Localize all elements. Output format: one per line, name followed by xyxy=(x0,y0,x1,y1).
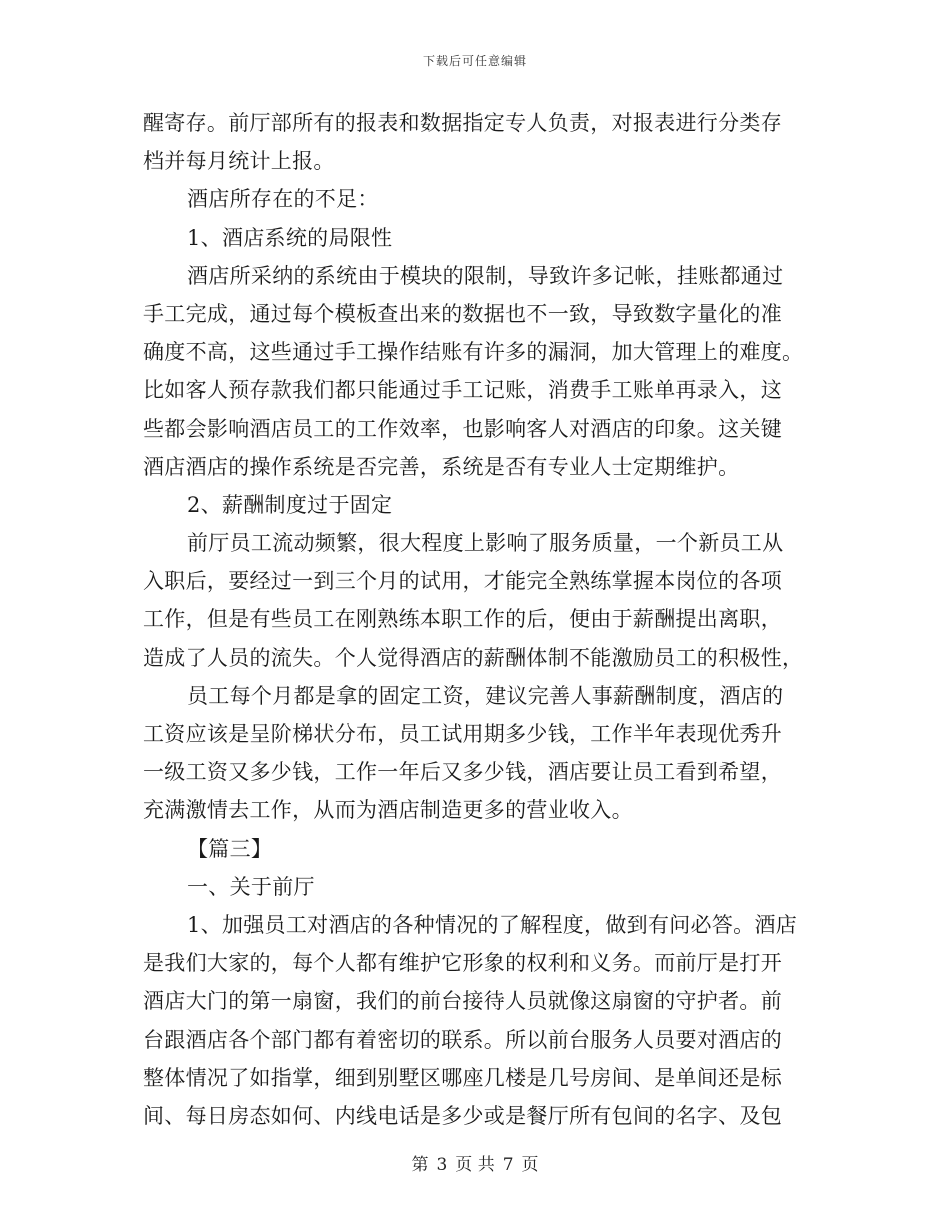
text-line: 确度不高，这些通过手工操作结账有许多的漏洞，加大管理上的难度。 xyxy=(143,340,804,365)
text-line: 手工完成，通过每个模板查出来的数据也不一致，导致数字量化的准 xyxy=(143,301,782,326)
document-body xyxy=(143,104,813,1135)
text-line: 工资应该是呈阶梯状分布，员工试用期多少钱，工作半年表现优秀升 xyxy=(143,722,782,746)
text-line: 一级工资又多少钱，工作一年后又多少钱，酒店要让员工看到希望， xyxy=(143,760,782,785)
text-line: 入职后，要经过一到三个月的试用，才能完全熟练掌握本岗位的各项 xyxy=(143,569,782,594)
text-line: 1、酒店系统的局限性 xyxy=(187,225,393,250)
page-footer xyxy=(0,1150,950,1175)
footer-suffix: 页 xyxy=(521,1155,539,1175)
footer-middle: 页 共 xyxy=(455,1155,495,1175)
text-line: 酒店所存在的不足： xyxy=(187,187,379,212)
text-line: 工作，但是有些员工在刚熟练本职工作的后，便由于薪酬提出离职， xyxy=(143,607,782,632)
page-header: 下载后可任意编辑 xyxy=(422,54,527,68)
footer-page-number: 3 xyxy=(436,1155,448,1175)
text-line: 一、关于前厅 xyxy=(187,874,315,899)
text-line: 些都会影响酒店员工的工作效率，也影响客人对酒店的印象。这关键 xyxy=(143,416,782,441)
text-line: 造成了人员的流失。个人觉得酒店的薪酬体制不能激励员工的积极性， xyxy=(143,645,804,670)
text-line: 酒店酒店的操作系统是否完善，系统是否有专业人士定期维护。 xyxy=(143,454,740,479)
text-line: 员工每个月都是拿的固定工资，建议完善人事薪酬制度，酒店的 xyxy=(187,683,784,708)
text-line: 充满激情去工作，从而为酒店制造更多的营业收入。 xyxy=(143,798,633,823)
text-line: 1、加强员工对酒店的各种情况的了解程度，做到有问必答。酒店 xyxy=(187,912,798,937)
text-line: 档并每月统计上报。 xyxy=(143,149,335,174)
text-line: 是我们大家的，每个人都有维护它形象的权利和义务。而前厅是打开 xyxy=(143,951,782,976)
text-line: 间、每日房态如何、内线电话是多少或是餐厅所有包间的名字、及包 xyxy=(143,1103,782,1128)
footer-prefix: 第 xyxy=(411,1155,429,1175)
text-line: 【篇三】 xyxy=(187,836,273,861)
text-line: 整体情况了如指掌，细到别墅区哪座几楼是几号房间、是单间还是标 xyxy=(143,1065,782,1090)
footer-total-pages: 7 xyxy=(502,1155,514,1175)
text-line: 前厅员工流动频繁，很大程度上影响了服务质量，一个新员工从 xyxy=(187,531,784,556)
text-line: 比如客人预存款我们都只能通过手工记账，消费手工账单再录入，这 xyxy=(143,378,782,403)
text-line: 醒寄存。前厅部所有的报表和数据指定专人负责，对报表进行分类存 xyxy=(143,111,782,135)
text-line: 酒店所采纳的系统由于模块的限制，导致许多记帐，挂账都通过 xyxy=(187,263,784,288)
text-line: 台跟酒店各个部门都有着密切的联系。所以前台服务人员要对酒店的 xyxy=(143,1027,782,1052)
text-line: 2、薪酬制度过于固定 xyxy=(187,492,393,517)
text-line: 酒店大门的第一扇窗，我们的前台接待人员就像这扇窗的守护者。前 xyxy=(143,989,782,1014)
